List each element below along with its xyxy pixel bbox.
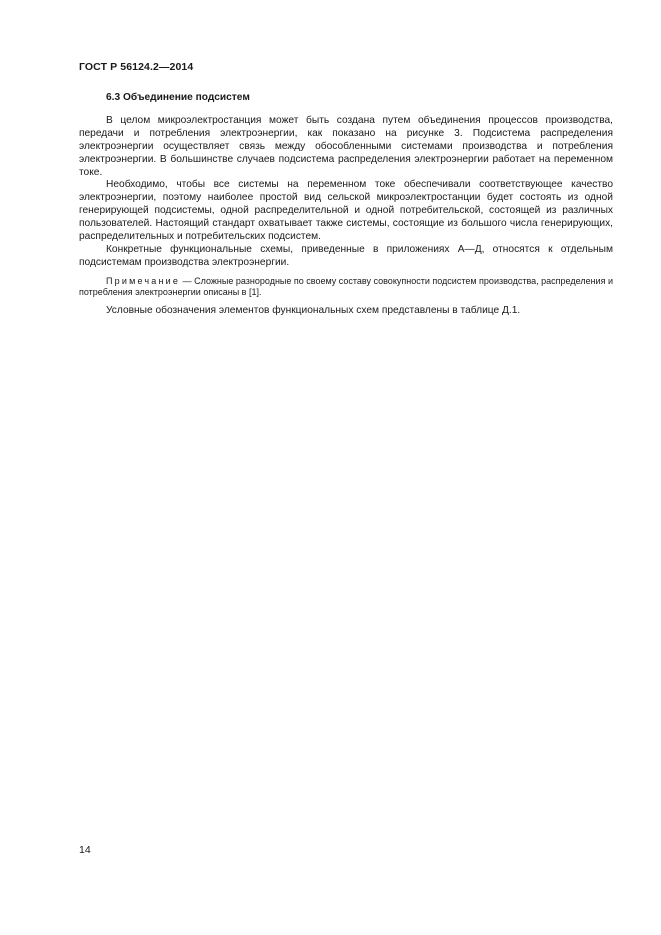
note	[79, 276, 613, 299]
page-number: 14	[79, 844, 91, 856]
document-header: ГОСТ Р 56124.2—2014	[79, 61, 194, 73]
section-title: 6.3 Объединение подсистем	[106, 92, 250, 103]
section-content	[79, 92, 613, 318]
paragraph-3: Конкретные функциональные схемы, приведенные в приложениях А—Д, относятся к отдельным подсистемам производства электроэнергии.	[79, 243, 613, 268]
note-text: — Сложные разнородные по своему составу совокупности подсистем производства, распределения и потребления электроэнергии описаны в [1].	[79, 275, 613, 298]
paragraph-1: В целом микроэлектростанция может быть создана путем объединения процессов производства, передачи и потребления электроэнергии, как показано на рисунке 3. Подсистема распределения электроэнергии осуществляет связь между обособленными системами производства и потребления электроэнергии. В большинстве случаев подсистема распределения электроэнергии работает на переменном токе.	[79, 114, 613, 178]
paragraph-2: Необходимо, чтобы все системы на переменном токе обеспечивали соответствующее качество электроэнергии, поэтому наиболее простой вид сельской микроэлектростанции будет состоять из одной генерирующей подсистемы, одной распределительной и одной потребительской, состоящей из различных пользователей. Настоящий стандарт охватывает также системы, состоящие из большого числа генерирующих, распределительных и потребительских подсистем.	[79, 179, 613, 243]
closing-paragraph: Условные обозначения элементов функциональных схем представлены в таблице Д.1.	[106, 304, 521, 316]
note-label: Примечание	[106, 275, 181, 286]
